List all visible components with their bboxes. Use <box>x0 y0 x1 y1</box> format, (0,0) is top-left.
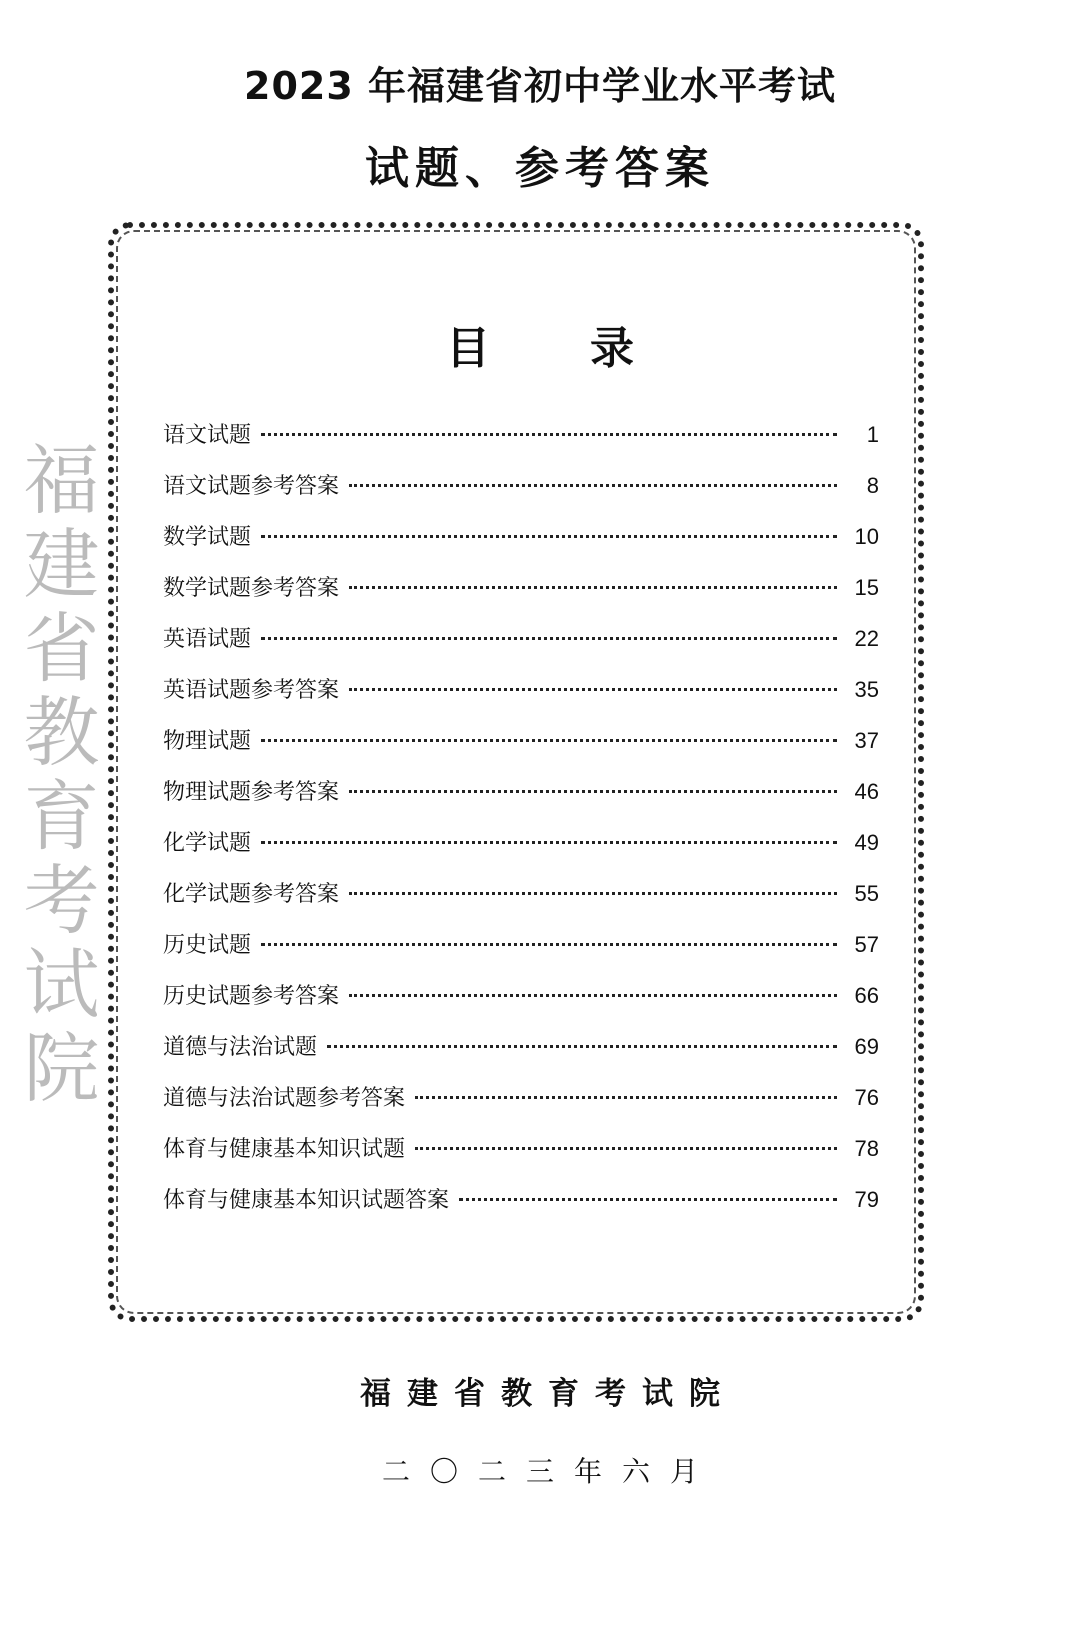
toc-entry-label: 道德与法治试题 <box>163 1035 318 1060</box>
toc-entry[interactable] <box>163 571 879 622</box>
toc-entry[interactable] <box>163 775 879 826</box>
toc-entry-page: 79 <box>854 1187 879 1212</box>
leader-dots <box>349 586 837 589</box>
toc-entry-page: 35 <box>854 677 879 702</box>
leader-dots <box>415 1096 837 1099</box>
toc-entry-label: 数学试题 <box>163 525 252 550</box>
organization-name: 福建省教育考试院 <box>360 1376 736 1412</box>
watermark: 福建省教育考试院 <box>11 440 100 1112</box>
leader-dots <box>261 841 837 844</box>
toc-entry-page: 8 <box>866 473 879 498</box>
toc-entry-label: 语文试题 <box>163 423 252 448</box>
toc-entry-label: 英语试题 <box>163 627 252 652</box>
toc-entry[interactable] <box>163 1183 879 1234</box>
toc-entry[interactable] <box>163 673 879 724</box>
leader-dots <box>261 637 837 640</box>
toc-entry-label: 物理试题参考答案 <box>163 780 340 805</box>
toc-entry-label: 体育与健康基本知识试题答案 <box>163 1188 450 1213</box>
leader-dots <box>349 790 837 793</box>
leader-dots <box>261 433 837 436</box>
toc-entry[interactable] <box>163 520 879 571</box>
toc-entry[interactable] <box>163 418 879 469</box>
leader-dots <box>415 1147 837 1150</box>
toc-entry-page: 1 <box>866 422 879 447</box>
toc-entry[interactable] <box>163 826 879 877</box>
toc-entry-page: 55 <box>854 881 879 906</box>
toc-entry[interactable] <box>163 622 879 673</box>
toc-entry-label: 物理试题 <box>163 729 252 754</box>
toc-entry[interactable] <box>163 1132 879 1183</box>
toc-entry-page: 66 <box>854 983 879 1008</box>
toc-entry-page: 78 <box>854 1136 879 1161</box>
toc-entry-page: 46 <box>854 779 879 804</box>
toc-entry-label: 语文试题参考答案 <box>163 474 340 499</box>
toc-entry-page: 15 <box>854 575 879 600</box>
toc-entry-page: 22 <box>854 626 879 651</box>
toc-entry-page: 37 <box>854 728 879 753</box>
document-subtitle: 试题、参考答案 <box>365 143 715 194</box>
leader-dots <box>327 1045 837 1048</box>
toc-entry-label: 化学试题参考答案 <box>163 882 340 907</box>
leader-dots <box>349 688 837 691</box>
leader-dots <box>261 739 837 742</box>
toc-entry-label: 化学试题 <box>163 831 252 856</box>
leader-dots <box>349 994 837 997</box>
toc-entry-label: 历史试题 <box>163 933 252 958</box>
toc-entry-page: 76 <box>854 1085 879 1110</box>
publication-date: 二〇二三年六月 <box>381 1455 718 1488</box>
toc-entry-label: 数学试题参考答案 <box>163 576 340 601</box>
toc-entry[interactable] <box>163 469 879 520</box>
toc-entry-label: 体育与健康基本知识试题 <box>163 1137 406 1162</box>
toc-entry-label: 道德与法治试题参考答案 <box>163 1086 406 1111</box>
toc-entry[interactable] <box>163 928 879 979</box>
toc-entry-page: 69 <box>854 1034 879 1059</box>
toc-entry-label: 历史试题参考答案 <box>163 984 340 1009</box>
leader-dots <box>349 484 837 487</box>
leader-dots <box>349 892 837 895</box>
document-title: 2023 年福建省初中学业水平考试 <box>244 64 836 108</box>
toc-title: 目录 <box>446 323 734 374</box>
toc-entry-page: 57 <box>854 932 879 957</box>
toc-entry[interactable] <box>163 877 879 928</box>
toc-entry[interactable] <box>163 724 879 775</box>
toc-entry-page: 10 <box>854 524 879 549</box>
toc-entry[interactable] <box>163 979 879 1030</box>
toc-entry-page: 49 <box>854 830 879 855</box>
toc-entry[interactable] <box>163 1030 879 1081</box>
table-of-contents <box>163 418 879 1234</box>
leader-dots <box>261 943 837 946</box>
leader-dots <box>459 1198 837 1201</box>
leader-dots <box>261 535 837 538</box>
toc-entry[interactable] <box>163 1081 879 1132</box>
toc-entry-label: 英语试题参考答案 <box>163 678 340 703</box>
